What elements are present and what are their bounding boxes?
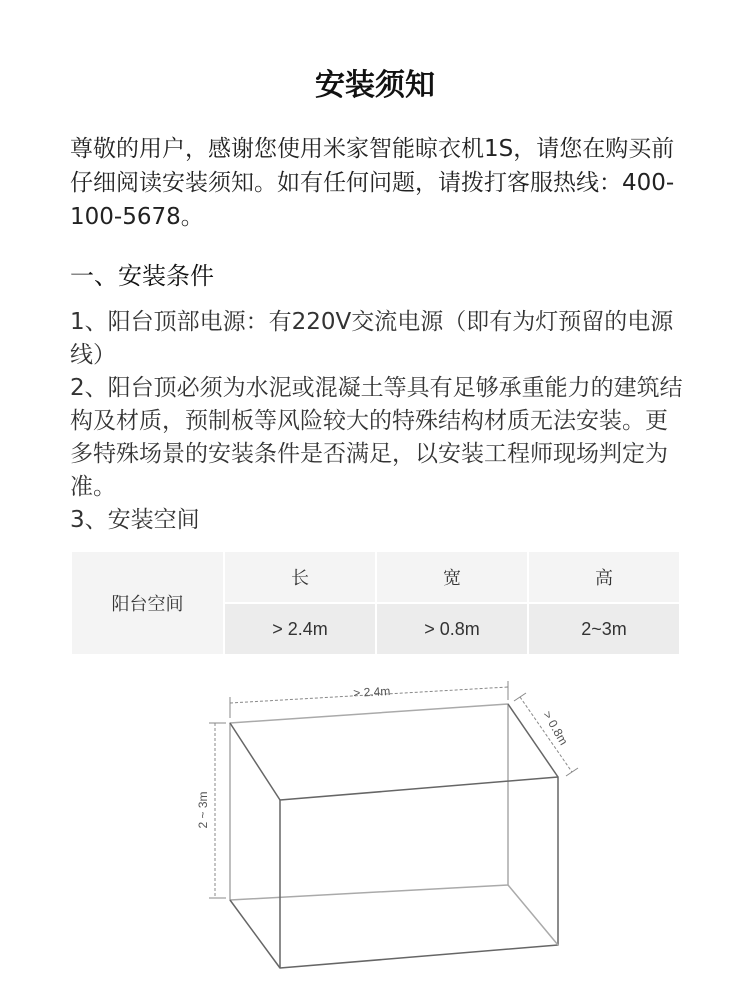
page-title: 安装须知 — [315, 68, 435, 103]
height-dimension — [209, 723, 226, 898]
box-back-face — [230, 704, 508, 900]
height-label: 2 ~ 3m — [196, 791, 210, 829]
length-label: > 2.4m — [352, 684, 391, 700]
header-length: 长 — [224, 551, 376, 603]
condition-item-power: 1、阳台顶部电源：有220V交流电源（即有为灯预留的电源线） — [70, 309, 674, 368]
condition-item-structure: 2、阳台顶必须为水泥或混凝土等具有足够承重能力的建筑结构及材质，预制板等风险较大的特殊结构材质无法安装。更多特殊场景的安装条件是否满足，以安装工程师现场判定为准。 — [70, 375, 683, 500]
width-label: > 0.8m — [540, 708, 571, 748]
intro-paragraph: 尊敬的用户，感谢您使用米家智能晾衣机1S，请您在购买前仔细阅读安装须知。如有任何问题，请拨打客服热线：400-100-5678。 — [70, 136, 675, 230]
section-heading: 一、安装条件 — [70, 262, 214, 290]
box-edge — [230, 723, 280, 800]
header-width: 宽 — [376, 551, 528, 603]
conditions-list — [70, 306, 690, 537]
box-edge — [508, 885, 558, 945]
box-dimension-diagram — [170, 680, 590, 980]
box-front-face — [280, 777, 558, 968]
header-height: 高 — [528, 551, 680, 603]
space-table — [70, 550, 681, 656]
box-outline — [230, 704, 558, 968]
box-edge — [230, 900, 280, 968]
space-row-label: 阳台空间 — [71, 551, 224, 655]
value-height: 2~3m — [528, 603, 680, 655]
value-width: > 0.8m — [376, 603, 528, 655]
value-length: > 2.4m — [224, 603, 376, 655]
table-row — [71, 551, 680, 603]
condition-item-space: 3、安装空间 — [70, 507, 200, 533]
